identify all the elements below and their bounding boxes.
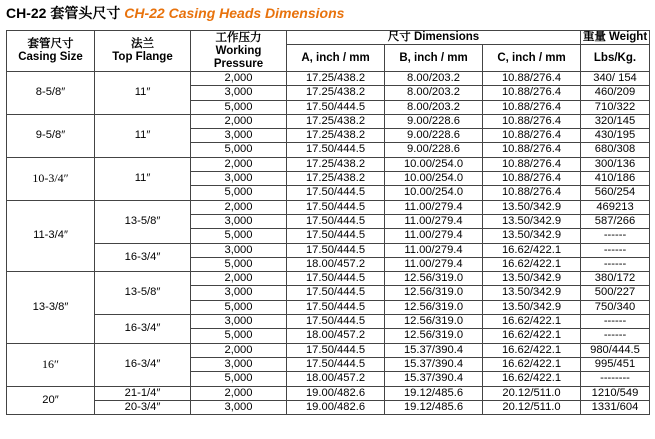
- cell-dim-b: 11.00/279.4: [385, 229, 483, 243]
- cell-dim-a: 18.00/457.2: [287, 257, 385, 271]
- header-working-pressure-en1: Working: [215, 44, 262, 57]
- cell-dim-b: 12.56/319.0: [385, 300, 483, 314]
- cell-dim-a: 17.50/444.5: [287, 100, 385, 114]
- table-row: [7, 114, 650, 128]
- header-casing-size: [7, 31, 95, 72]
- table-row: [7, 272, 650, 286]
- cell-dim-a: 17.25/438.2: [287, 114, 385, 128]
- cell-pressure: 2,000: [191, 157, 287, 171]
- cell-weight: 469213: [581, 200, 650, 214]
- cell-dim-a: 18.00/457.2: [287, 329, 385, 343]
- cell-dim-c: 16.62/422.1: [483, 357, 581, 371]
- cell-top-flange: 13-5/8″: [95, 272, 191, 315]
- cell-pressure: 2,000: [191, 200, 287, 214]
- cell-pressure: 3,000: [191, 357, 287, 371]
- cell-top-flange: 20-3/4″: [95, 400, 191, 414]
- cell-pressure: 5,000: [191, 300, 287, 314]
- table-row: [7, 315, 650, 329]
- cell-top-flange: 11″: [95, 72, 191, 115]
- cell-weight: 500/227: [581, 286, 650, 300]
- cell-pressure: 2,000: [191, 114, 287, 128]
- header-dimensions: 尺寸 Dimensions: [287, 31, 581, 45]
- cell-dim-c: 10.88/276.4: [483, 186, 581, 200]
- cell-weight: ------: [581, 329, 650, 343]
- cell-casing-size: 9-5/8″: [7, 114, 95, 157]
- title-chinese: CH-22 套管头尺寸: [6, 5, 125, 21]
- cell-dim-b: 11.00/279.4: [385, 257, 483, 271]
- header-working-pressure: [191, 31, 287, 72]
- cell-dim-b: 11.00/279.4: [385, 214, 483, 228]
- cell-dim-b: 11.00/279.4: [385, 200, 483, 214]
- header-dim-c: C, inch / mm: [483, 45, 581, 72]
- table-row: [7, 386, 650, 400]
- cell-dim-a: 17.25/438.2: [287, 172, 385, 186]
- cell-pressure: 5,000: [191, 329, 287, 343]
- cell-dim-c: 20.12/511.0: [483, 386, 581, 400]
- cell-dim-c: 10.88/276.4: [483, 114, 581, 128]
- cell-top-flange: 16-3/4″: [95, 343, 191, 386]
- header-dim-b: B, inch / mm: [385, 45, 483, 72]
- cell-weight: 710/322: [581, 100, 650, 114]
- cell-dim-c: 16.62/422.1: [483, 315, 581, 329]
- casing-heads-dimensions-table: [6, 30, 650, 415]
- cell-dim-a: 17.50/444.5: [287, 143, 385, 157]
- cell-pressure: 5,000: [191, 229, 287, 243]
- page-title: [6, 3, 344, 23]
- cell-weight: 430/195: [581, 129, 650, 143]
- cell-dim-b: 10.00/254.0: [385, 172, 483, 186]
- header-dim-a: A, inch / mm: [287, 45, 385, 72]
- cell-dim-b: 15.37/390.4: [385, 357, 483, 371]
- cell-pressure: 3,000: [191, 129, 287, 143]
- cell-dim-a: 17.50/444.5: [287, 315, 385, 329]
- cell-pressure: 3,000: [191, 243, 287, 257]
- cell-pressure: 2,000: [191, 72, 287, 86]
- cell-dim-a: 17.50/444.5: [287, 272, 385, 286]
- cell-dim-a: 17.50/444.5: [287, 243, 385, 257]
- cell-weight: ------: [581, 257, 650, 271]
- cell-dim-b: 9.00/228.6: [385, 143, 483, 157]
- cell-dim-b: 8.00/203.2: [385, 100, 483, 114]
- cell-pressure: 5,000: [191, 257, 287, 271]
- header-weight-unit: Lbs/Kg.: [581, 45, 650, 72]
- cell-dim-b: 19.12/485.6: [385, 386, 483, 400]
- cell-casing-size: 16″: [7, 343, 95, 386]
- cell-pressure: 5,000: [191, 186, 287, 200]
- cell-weight: 587/266: [581, 214, 650, 228]
- cell-dim-b: 12.56/319.0: [385, 329, 483, 343]
- cell-dim-a: 17.50/444.5: [287, 300, 385, 314]
- header-working-pressure-cn: 工作压力: [215, 31, 262, 44]
- cell-dim-a: 17.25/438.2: [287, 157, 385, 171]
- cell-pressure: 3,000: [191, 315, 287, 329]
- cell-dim-c: 13.50/342.9: [483, 214, 581, 228]
- cell-dim-a: 17.50/444.5: [287, 343, 385, 357]
- cell-dim-b: 9.00/228.6: [385, 114, 483, 128]
- cell-pressure: 5,000: [191, 372, 287, 386]
- header-weight: 重量 Weight: [581, 31, 650, 45]
- table-row: [7, 343, 650, 357]
- cell-dim-b: 12.56/319.0: [385, 286, 483, 300]
- cell-weight: 750/340: [581, 300, 650, 314]
- cell-weight: 560/254: [581, 186, 650, 200]
- cell-dim-a: 19.00/482.6: [287, 386, 385, 400]
- header-casing-size-en: Casing Size: [18, 51, 83, 63]
- cell-weight: 460/209: [581, 86, 650, 100]
- header-top-flange-en: Top Flange: [112, 51, 173, 63]
- cell-dim-c: 10.88/276.4: [483, 86, 581, 100]
- cell-dim-c: 20.12/511.0: [483, 400, 581, 414]
- cell-dim-c: 10.88/276.4: [483, 100, 581, 114]
- title-english: CH-22 Casing Heads Dimensions: [124, 5, 345, 21]
- cell-weight: ------: [581, 315, 650, 329]
- cell-dim-b: 15.37/390.4: [385, 372, 483, 386]
- cell-dim-a: 17.50/444.5: [287, 357, 385, 371]
- cell-pressure: 3,000: [191, 172, 287, 186]
- table-row: [7, 200, 650, 214]
- cell-casing-size: 8-5/8″: [7, 72, 95, 115]
- cell-weight: 300/136: [581, 157, 650, 171]
- cell-dim-b: 8.00/203.2: [385, 86, 483, 100]
- cell-pressure: 3,000: [191, 86, 287, 100]
- cell-dim-c: 16.62/422.1: [483, 243, 581, 257]
- cell-top-flange: 11″: [95, 157, 191, 200]
- cell-pressure: 3,000: [191, 286, 287, 300]
- cell-pressure: 3,000: [191, 400, 287, 414]
- cell-dim-a: 17.25/438.2: [287, 129, 385, 143]
- cell-dim-c: 16.62/422.1: [483, 329, 581, 343]
- cell-weight: 340/ 154: [581, 72, 650, 86]
- cell-dim-a: 17.50/444.5: [287, 186, 385, 200]
- cell-dim-c: 16.62/422.1: [483, 343, 581, 357]
- cell-dim-c: 10.88/276.4: [483, 157, 581, 171]
- cell-dim-a: 17.25/438.2: [287, 86, 385, 100]
- cell-dim-c: 13.50/342.9: [483, 286, 581, 300]
- cell-casing-size: 13-3/8″: [7, 272, 95, 343]
- cell-dim-b: 12.56/319.0: [385, 315, 483, 329]
- cell-pressure: 2,000: [191, 343, 287, 357]
- cell-dim-c: 13.50/342.9: [483, 200, 581, 214]
- cell-dim-c: 10.88/276.4: [483, 129, 581, 143]
- cell-weight: 320/145: [581, 114, 650, 128]
- cell-dim-c: 13.50/342.9: [483, 272, 581, 286]
- cell-dim-a: 17.50/444.5: [287, 214, 385, 228]
- cell-weight: ------: [581, 243, 650, 257]
- cell-dim-c: 16.62/422.1: [483, 257, 581, 271]
- cell-weight: 980/444.5: [581, 343, 650, 357]
- table-row: [7, 243, 650, 257]
- cell-weight: 680/308: [581, 143, 650, 157]
- cell-dim-a: 17.50/444.5: [287, 229, 385, 243]
- cell-casing-size: 10-3/4″: [7, 157, 95, 200]
- cell-top-flange: 16-3/4″: [95, 243, 191, 272]
- cell-weight: 380/172: [581, 272, 650, 286]
- cell-dim-a: 17.50/444.5: [287, 286, 385, 300]
- cell-weight: 410/186: [581, 172, 650, 186]
- cell-dim-b: 15.37/390.4: [385, 343, 483, 357]
- cell-dim-a: 19.00/482.6: [287, 400, 385, 414]
- header-working-pressure-en2: Pressure: [213, 57, 264, 70]
- cell-dim-a: 17.25/438.2: [287, 72, 385, 86]
- cell-dim-b: 19.12/485.6: [385, 400, 483, 414]
- cell-weight: ------: [581, 229, 650, 243]
- cell-dim-b: 8.00/203.2: [385, 72, 483, 86]
- header-casing-size-cn: 套管尺寸: [27, 38, 74, 50]
- cell-weight: --------: [581, 372, 650, 386]
- cell-weight: 1331/604: [581, 400, 650, 414]
- cell-dim-b: 11.00/279.4: [385, 243, 483, 257]
- table-row: [7, 157, 650, 171]
- cell-top-flange: 13-5/8″: [95, 200, 191, 243]
- cell-dim-c: 16.62/422.1: [483, 372, 581, 386]
- cell-top-flange: 16-3/4″: [95, 315, 191, 344]
- cell-pressure: 2,000: [191, 272, 287, 286]
- cell-dim-a: 17.50/444.5: [287, 200, 385, 214]
- cell-dim-b: 10.00/254.0: [385, 186, 483, 200]
- cell-pressure: 2,000: [191, 386, 287, 400]
- cell-dim-c: 10.88/276.4: [483, 143, 581, 157]
- cell-dim-c: 10.88/276.4: [483, 72, 581, 86]
- header-top-flange: [95, 31, 191, 72]
- table-row: [7, 400, 650, 414]
- cell-weight: 1210/549: [581, 386, 650, 400]
- header-top-flange-cn: 法兰: [131, 38, 154, 50]
- cell-pressure: 3,000: [191, 214, 287, 228]
- cell-dim-a: 18.00/457.2: [287, 372, 385, 386]
- cell-dim-b: 9.00/228.6: [385, 129, 483, 143]
- cell-casing-size: 20″: [7, 386, 95, 415]
- cell-top-flange: 11″: [95, 114, 191, 157]
- cell-weight: 995/451: [581, 357, 650, 371]
- cell-dim-c: 13.50/342.9: [483, 300, 581, 314]
- cell-pressure: 5,000: [191, 143, 287, 157]
- table-row: [7, 72, 650, 86]
- cell-dim-c: 10.88/276.4: [483, 172, 581, 186]
- cell-dim-b: 10.00/254.0: [385, 157, 483, 171]
- table-body: [7, 72, 650, 415]
- cell-casing-size: 11-3/4″: [7, 200, 95, 271]
- cell-top-flange: 21-1/4″: [95, 386, 191, 400]
- cell-dim-b: 12.56/319.0: [385, 272, 483, 286]
- cell-pressure: 5,000: [191, 100, 287, 114]
- cell-dim-c: 13.50/342.9: [483, 229, 581, 243]
